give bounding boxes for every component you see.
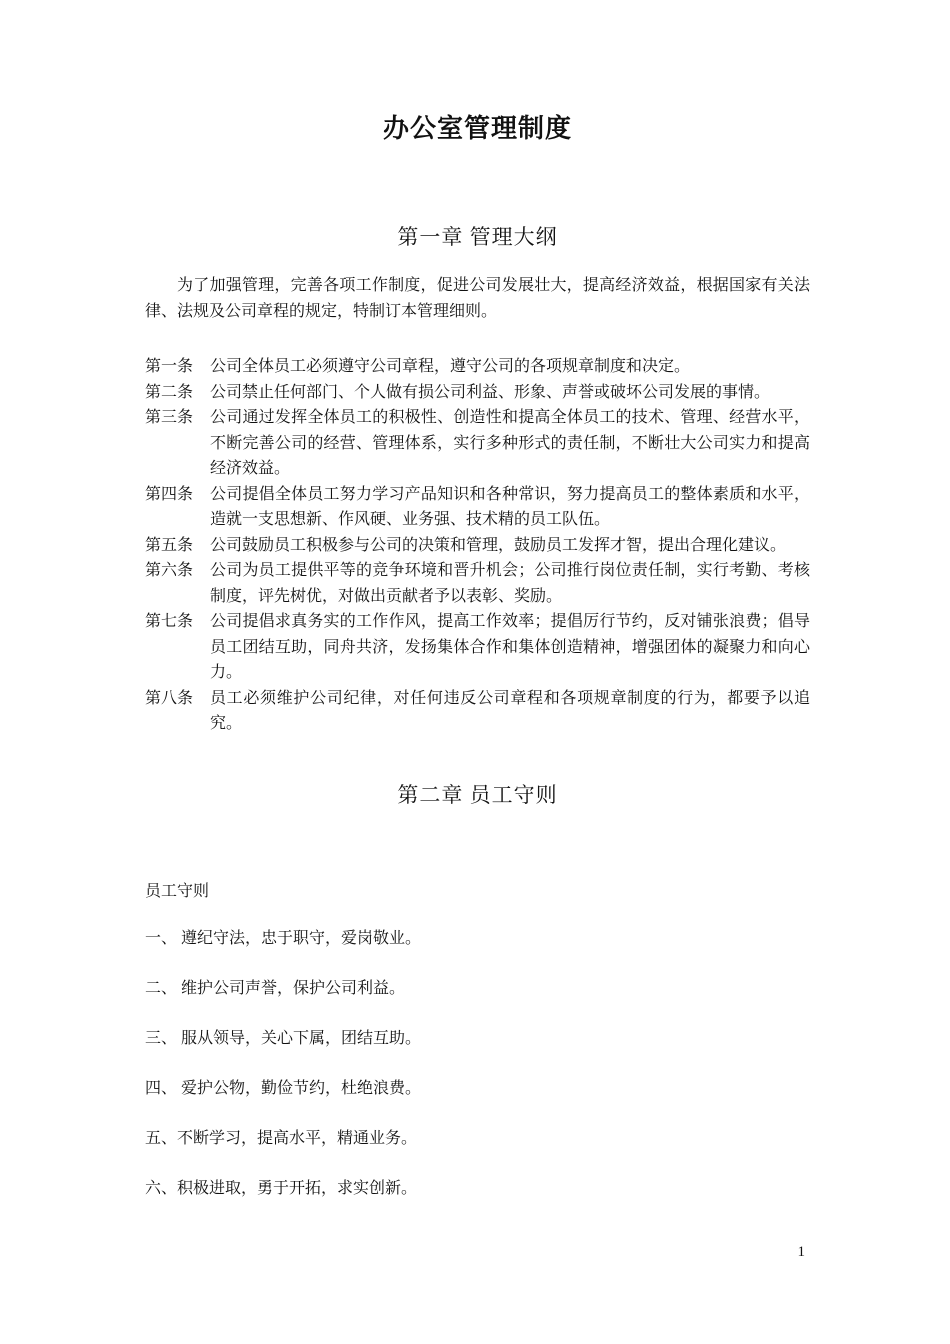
chapter1-heading: 第一章 管理大纲	[397, 225, 558, 249]
article-2-text: 公司禁止任何部门、个人做有损公司利益、形象、声誉或破坏公司发展的事情。	[210, 383, 771, 401]
article-8-label: 第八条	[145, 689, 194, 707]
rule-item-5: 五、不断学习，提高水平，精通业务。	[145, 1129, 418, 1147]
rule-item-1: 一、 遵纪守法，忠于职守，爱岗敬业。	[145, 929, 422, 947]
article-3-label: 第三条	[145, 409, 194, 426]
article-5-label: 第五条	[145, 536, 194, 554]
article-6-text: 公司为员工提供平等的竞争环境和晋升机会；公司推行岗位责任制，实行考勤、考核制度，评先树优，对做出贡献者予以表彰、奖励。	[210, 562, 810, 605]
article-1-text: 公司全体员工必须遵守公司章程，遵守公司的各项规章制度和决定。	[210, 358, 691, 375]
article-2-label: 第二条	[145, 383, 194, 401]
rule-item-6: 六、积极进取，勇于开拓，求实创新。	[145, 1179, 418, 1197]
article-5-text: 公司鼓励员工积极参与公司的决策和管理，鼓励员工发挥才智，提出合理化建议。	[210, 536, 787, 554]
article-item-6	[145, 558, 810, 609]
rule-item-2: 二、 维护公司声誉，保护公司利益。	[145, 979, 406, 997]
rules-subheading: 员工守则	[145, 882, 210, 900]
rules-list	[145, 926, 810, 1201]
article-1-label: 第一条	[145, 358, 194, 375]
chapter2-heading: 第二章 员工守则	[397, 782, 558, 807]
article-item-3	[145, 405, 810, 482]
article-item-7	[145, 609, 810, 686]
article-4-text: 公司提倡全体员工努力学习产品知识和各种常识，努力提高员工的整体素质和水平，造就一支思想新、作风硬、业务强、技术精的员工队伍。	[210, 485, 810, 528]
rule-item-3: 三、 服从领导，关心下属，团结互助。	[145, 1029, 422, 1047]
article-item-5	[145, 533, 810, 559]
article-8-text: 员工必须维护公司纪律，对任何违反公司章程和各项规章制度的行为，都要予以追究。	[210, 689, 810, 732]
article-item-4	[145, 482, 810, 533]
article-3-text: 公司通过发挥全体员工的积极性、创造性和提高全体员工的技术、管理、经营水平，不断完善公司的经营、管理体系，实行多种形式的责任制，不断壮大公司实力和提高经济效益。	[210, 409, 810, 477]
document-title: 办公室管理制度	[382, 114, 572, 143]
article-item-2	[145, 380, 810, 406]
article-6-label: 第六条	[145, 562, 194, 579]
article-7-label: 第七条	[145, 613, 194, 630]
article-4-label: 第四条	[145, 485, 194, 503]
rule-item-4: 四、 爱护公物，勤俭节约，杜绝浪费。	[145, 1079, 422, 1097]
article-7-text: 公司提倡求真务实的工作作风，提高工作效率；提倡厉行节约，反对铺张浪费；倡导员工团结互助，同舟共济，发扬集体合作和集体创造精神，增强团体的凝聚力和向心力。	[210, 613, 810, 681]
article-item-8	[145, 686, 810, 737]
chapter1-intro-paragraph: 为了加强管理，完善各项工作制度，促进公司发展壮大，提高经济效益，根据国家有关法律、法规及公司章程的规定，特制订本管理细则。	[145, 277, 810, 320]
articles-list	[145, 354, 810, 737]
page-number: 1	[797, 1244, 805, 1260]
article-item-1	[145, 354, 810, 380]
